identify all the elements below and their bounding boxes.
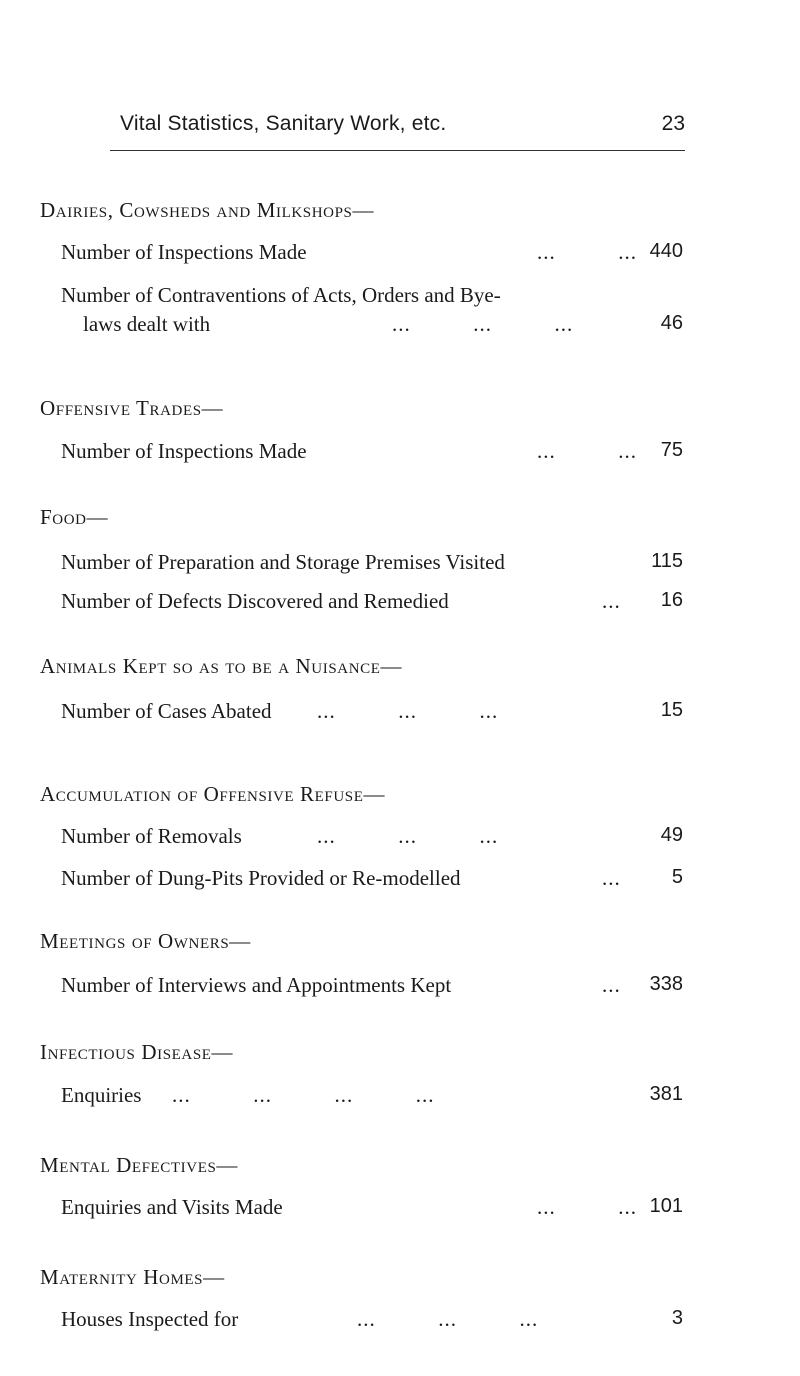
stat-value: 46 bbox=[660, 312, 683, 334]
stat-value: 5 bbox=[671, 866, 683, 888]
stat-label: Number of Inspections Made bbox=[61, 439, 307, 463]
stat-label: Number of Contraventions of Acts, Orders and Bye- bbox=[61, 283, 501, 307]
stat-label: Number of Inspections Made bbox=[61, 240, 307, 264]
stat-label: Number of Preparation and Storage Premises Visited bbox=[61, 550, 505, 574]
section-heading: Infectious Disease— bbox=[40, 1040, 234, 1064]
stat-label-continued: laws dealt with bbox=[83, 312, 211, 336]
leader-dots: ... ... ... ... bbox=[172, 1083, 435, 1107]
leader-dots: ... ... ... bbox=[317, 699, 499, 723]
leader-dots: ... ... ... bbox=[357, 1307, 539, 1331]
header-rule bbox=[110, 150, 685, 151]
stat-row bbox=[61, 1083, 683, 1113]
stat-value: 3 bbox=[671, 1307, 683, 1329]
stat-value: 49 bbox=[660, 824, 683, 846]
page-header bbox=[110, 112, 685, 152]
leader-dots: ... ... ... bbox=[317, 824, 499, 848]
stat-row bbox=[61, 866, 683, 896]
stat-row bbox=[61, 283, 683, 336]
leader-dots: ... ... bbox=[537, 1195, 637, 1219]
stat-value: 101 bbox=[649, 1195, 683, 1217]
stat-label: Number of Defects Discovered and Remedied bbox=[61, 589, 449, 613]
section-heading: Maternity Homes— bbox=[40, 1265, 225, 1289]
stat-value: 381 bbox=[649, 1083, 683, 1105]
section-heading: Food— bbox=[40, 505, 109, 529]
stat-label: Enquiries and Visits Made bbox=[61, 1195, 283, 1219]
stat-value: 338 bbox=[649, 973, 683, 995]
page-number: 23 bbox=[661, 112, 685, 135]
stat-row bbox=[61, 824, 683, 854]
leader-dots: ... ... bbox=[537, 439, 637, 463]
stat-row bbox=[61, 699, 683, 729]
stat-row bbox=[61, 1307, 683, 1337]
section-heading: Accumulation of Offensive Refuse— bbox=[40, 782, 386, 806]
leader-dots: ... bbox=[602, 589, 621, 613]
section-heading: Mental Defectives— bbox=[40, 1153, 239, 1177]
stat-value: 75 bbox=[660, 439, 683, 461]
stat-label: Number of Removals bbox=[61, 824, 242, 848]
stat-row bbox=[61, 973, 683, 1003]
leader-dots: ... ... ... bbox=[392, 312, 574, 336]
section-heading: Dairies, Cowsheds and Milkshops— bbox=[40, 198, 375, 222]
leader-dots: ... bbox=[602, 866, 621, 890]
stat-label: Number of Cases Abated bbox=[61, 699, 272, 723]
section-heading: Animals Kept so as to be a Nuisance— bbox=[40, 654, 403, 678]
stat-row bbox=[61, 240, 683, 270]
running-title: Vital Statistics, Sanitary Work, etc. bbox=[120, 112, 447, 135]
stat-value: 115 bbox=[651, 550, 683, 572]
section-heading: Meetings of Owners— bbox=[40, 929, 251, 953]
stat-label: Houses Inspected for bbox=[61, 1307, 239, 1331]
stat-label: Number of Interviews and Appointments Kept bbox=[61, 973, 452, 997]
leader-dots: ... bbox=[602, 973, 621, 997]
stat-row bbox=[61, 550, 683, 580]
leader-dots: ... ... bbox=[537, 240, 637, 264]
stat-value: 440 bbox=[649, 240, 683, 262]
stat-label: Number of Dung-Pits Provided or Re-modelled bbox=[61, 866, 461, 890]
stat-label: Enquiries bbox=[61, 1083, 142, 1107]
stat-row bbox=[61, 439, 683, 469]
stat-row bbox=[61, 589, 683, 619]
stat-value: 16 bbox=[660, 589, 683, 611]
stat-row bbox=[61, 1195, 683, 1225]
stat-value: 15 bbox=[660, 699, 683, 721]
section-heading: Offensive Trades— bbox=[40, 396, 224, 420]
